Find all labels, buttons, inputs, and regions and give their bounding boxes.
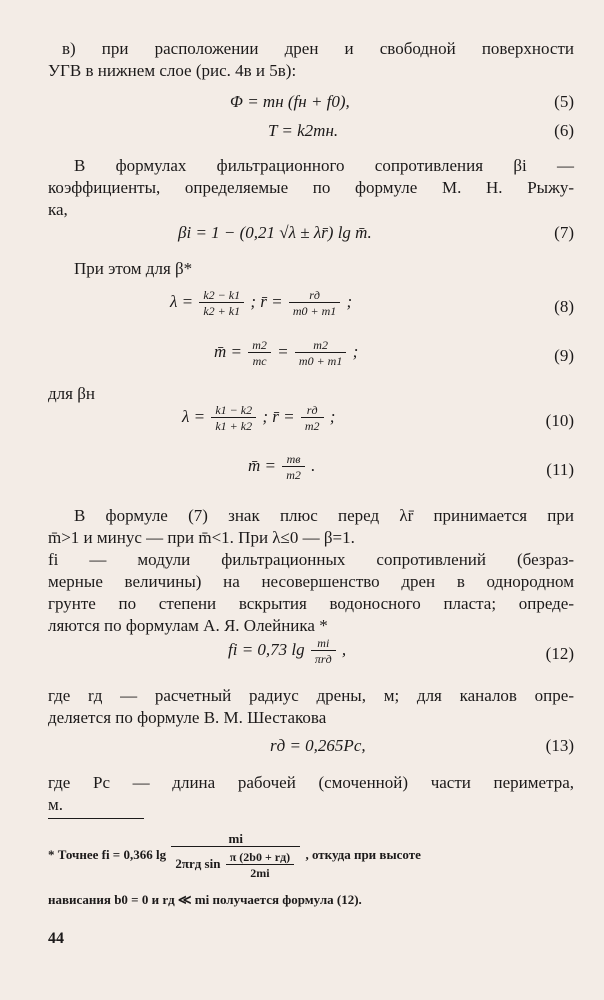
paragraph-4-line-4: мерные величины) на несовершенство дрен в однородном — [48, 572, 574, 591]
eq-number-9: (9) — [554, 346, 574, 365]
denominator: 2mi — [226, 864, 294, 880]
paragraph-4-line-3: fi — модули фильтрационных сопротивлений (безраз- — [48, 550, 574, 569]
formula-10 — [182, 403, 335, 433]
formula-11 — [248, 452, 315, 482]
formula-10-lambda: λ = — [182, 406, 206, 426]
paragraph-3: для βн — [48, 384, 95, 403]
formula-11-lhs: m̄ = — [248, 455, 276, 475]
fraction — [311, 636, 336, 666]
denominator: m2 — [301, 417, 324, 433]
formula-12 — [228, 636, 346, 666]
inner-fraction — [226, 850, 294, 880]
numerator: mв — [286, 452, 301, 466]
paragraph-5-line-1: где rд — расчетный радиус дрены, м; для каналов опре- — [48, 686, 574, 705]
numerator: π (2b0 + rд) — [229, 850, 291, 864]
formula-8-lambda: λ = — [170, 291, 194, 311]
formula-12-end: , — [341, 639, 347, 659]
eq-number-5: (5) — [554, 92, 574, 111]
fraction — [301, 403, 324, 433]
footnote-den-pre: 2πrд sin — [175, 855, 221, 871]
formula-10-mid: ; r̄ = — [262, 406, 295, 426]
denominator: m0 + m1 — [295, 352, 346, 368]
denominator: πrд — [311, 650, 336, 666]
fraction — [199, 288, 244, 318]
denominator: mc — [248, 352, 271, 368]
formula-8-end: ; — [346, 291, 353, 311]
fraction — [211, 403, 256, 433]
formula-9 — [214, 338, 358, 368]
eq-number-8: (8) — [554, 297, 574, 316]
intro-line-1: в) при расположении дрен и свободной поверхности — [62, 39, 574, 58]
numerator: mi — [228, 831, 243, 846]
fraction — [289, 288, 340, 318]
formula-9-end: ; — [352, 341, 359, 361]
formula-7: βi = 1 − (0,21 √λ ± λr̄) lg m̄. — [178, 223, 372, 242]
paragraph-1-line-2: коэффициенты, определяемые по формуле М. Н. Рыжу- — [48, 178, 574, 197]
fraction — [248, 338, 271, 368]
denominator: k2 + k1 — [199, 302, 244, 318]
formula-8 — [170, 288, 352, 318]
denominator: k1 + k2 — [211, 417, 256, 433]
numerator: m2 — [313, 338, 328, 352]
paragraph-6-line-1: где Pc — длина рабочей (смоченной) части периметра, — [48, 773, 574, 792]
formula-9-lhs: m̄ = — [214, 341, 242, 361]
intro-line-2: УГВ в нижнем слое (рис. 4в и 5в): — [48, 61, 297, 80]
numerator: rд — [306, 403, 318, 417]
eq-number-12: (12) — [545, 644, 574, 663]
numerator: k1 − k2 — [215, 403, 253, 417]
formula-6: T = k2mн. — [268, 121, 339, 140]
denominator: m2 — [282, 466, 305, 482]
footnote-line-2: нависания b0 = 0 и rд ≪ mi получается формула (12). — [48, 892, 362, 907]
fraction — [282, 452, 305, 482]
numerator: mi — [317, 636, 330, 650]
formula-8-mid: ; r̄ = — [250, 291, 283, 311]
paragraph-1-line-1: В формулах фильтрационного сопротивления βi — — [74, 156, 574, 175]
numerator: k2 − k1 — [203, 288, 241, 302]
footnote-lead: * Точнее fi = 0,366 lg — [48, 846, 167, 862]
numerator: rд — [309, 288, 320, 302]
fraction — [295, 338, 346, 368]
denominator: m0 + m1 — [289, 302, 340, 318]
formula-11-end: . — [311, 455, 316, 475]
paragraph-4-line-1: В формуле (7) знак плюс перед λr̄ принимается при — [74, 506, 574, 525]
formula-9-eq: = — [277, 341, 289, 361]
eq-number-11: (11) — [546, 460, 574, 479]
eq-number-13: (13) — [545, 736, 574, 755]
denominator — [171, 846, 300, 880]
footnote-rule — [48, 818, 144, 819]
footnote-line-1 — [48, 832, 421, 880]
page-number: 44 — [48, 930, 64, 947]
formula-10-end: ; — [329, 406, 336, 426]
numerator: m2 — [252, 338, 267, 352]
footnote-tail: , откуда при высоте — [305, 846, 421, 862]
formula-13: rд = 0,265Pc, — [270, 736, 366, 755]
paragraph-6-line-2: м. — [48, 795, 64, 814]
formula-5: Φ = mн (fн + f0), — [230, 92, 350, 111]
paragraph-5-line-2: деляется по формуле В. М. Шестакова — [48, 708, 327, 727]
paragraph-4-line-5: грунте по степени вскрытия водоносного пласта; опреде- — [48, 594, 574, 613]
eq-number-10: (10) — [545, 411, 574, 430]
eq-number-6: (6) — [554, 121, 574, 140]
formula-12-lhs: fi = 0,73 lg — [228, 639, 305, 659]
footnote-fraction — [171, 832, 300, 880]
paragraph-2: При этом для β* — [74, 259, 193, 278]
paragraph-4-line-6: ляются по формулам А. Я. Олейника * — [48, 616, 328, 635]
paragraph-4-line-2: m̄>1 и минус — при m̄<1. При λ≤0 — β=1. — [48, 528, 355, 547]
eq-number-7: (7) — [554, 223, 574, 242]
paragraph-1-line-3: ка, — [48, 200, 68, 219]
